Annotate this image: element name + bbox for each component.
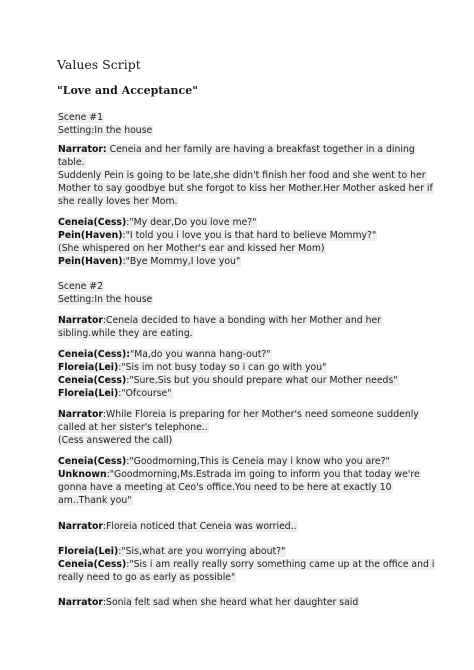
line-text: "Ma,do you wanna hang-out?" (129, 349, 271, 360)
script-line (57, 361, 327, 374)
setting-line: Setting:In the house (58, 294, 153, 305)
script-line: sibling.while they are eating. (58, 328, 193, 339)
script-line (57, 520, 298, 533)
script-line (57, 455, 391, 468)
scene-heading: Scene #2 (58, 281, 104, 292)
script-line (57, 545, 286, 558)
speaker-label: Floreia(Lei) (58, 546, 119, 557)
script-line (57, 143, 416, 156)
line-text: :Sonia felt sad when she heard what her daughter said (102, 597, 359, 608)
script-line (57, 558, 435, 571)
script-line (57, 387, 173, 400)
speaker-label: Narrator (58, 315, 103, 326)
script-line (57, 229, 377, 242)
speaker-label: Narrator: (58, 144, 107, 155)
script-line (57, 596, 359, 609)
stage-direction: (Cess answered the call) (58, 435, 173, 446)
line-text: Ceneia and her family are having a breakfast together in a dining (106, 144, 415, 155)
script-line (57, 216, 257, 229)
line-text: :"Sure,Sis but you should prepare what our Mother needs" (126, 375, 398, 386)
line-text: :"Goodmorning,This is Ceneia may i know who you are?" (126, 456, 390, 467)
document-subtitle: "Love and Acceptance" (57, 84, 198, 97)
speaker-label: Narrator (58, 521, 103, 532)
scene-heading: Scene #1 (58, 112, 104, 123)
line-text: :"My dear,Do you love me?" (126, 217, 257, 228)
script-line (57, 374, 399, 387)
setting-line: Setting:In the house (58, 125, 153, 136)
script-line: table. (58, 157, 85, 168)
line-text: :"Sis im not busy today so i can go with you" (118, 362, 327, 373)
speaker-label: Floreia(Lei) (58, 362, 119, 373)
speaker-label: Ceneia(Cess) (58, 456, 127, 467)
script-line (57, 408, 420, 421)
script-line: she really loves her Mom. (58, 196, 178, 207)
speaker-label: Ceneia(Cess): (58, 349, 130, 360)
document-title: Values Script (57, 57, 141, 72)
speaker-label: Ceneia(Cess) (58, 559, 127, 570)
speaker-label: Unknown (58, 469, 107, 480)
speaker-label: Ceneia(Cess) (58, 375, 127, 386)
script-line: Suddenly Pein is going to be late,she didn't finish her food and she went to her (58, 170, 426, 181)
script-line (57, 255, 241, 268)
speaker-label: Narrator (58, 597, 103, 608)
line-text: :While Floreia is preparing for her Mother's need someone suddenly (102, 409, 419, 420)
script-line: Mother to say goodbye but she forgot to kiss her Mother.Her Mother asked her if (58, 183, 433, 194)
line-text: :Floreia noticed that Ceneia was worried.. (102, 521, 297, 532)
line-text: :"Bye Mommy,I love you" (122, 256, 241, 267)
speaker-label: Floreia(Lei) (58, 388, 119, 399)
script-line (57, 468, 421, 481)
script-line: really need to go as early as possible" (58, 572, 236, 583)
speaker-label: Pein(Haven) (58, 230, 123, 241)
speaker-label: Ceneia(Cess) (58, 217, 127, 228)
line-text: :"Ofcourse" (118, 388, 172, 399)
speaker-label: Pein(Haven) (58, 256, 123, 267)
stage-direction: (She whispered on her Mother's ear and kissed her Mom) (58, 243, 325, 254)
line-text: :"Goodmorning,Ms.Estrada im going to inform you that today we're (106, 469, 420, 480)
script-line: am..Thank you" (58, 495, 132, 506)
line-text: :"Sis i am really really sorry something came up at the office and i (126, 559, 435, 570)
line-text: :Ceneia decided to have a bonding with her Mother and her (102, 315, 382, 326)
line-text: :"Sis,what are you worrying about?" (118, 546, 286, 557)
script-line (57, 348, 272, 361)
line-text: :"I told you i love you is that hard to believe Mommy?" (122, 230, 377, 241)
script-line: called at her sister's telephone.. (58, 422, 208, 433)
script-line (57, 314, 382, 327)
script-line: gonna have a meeting at Ceo's office.You need to be here at exactly 10 (58, 482, 392, 493)
speaker-label: Narrator (58, 409, 103, 420)
